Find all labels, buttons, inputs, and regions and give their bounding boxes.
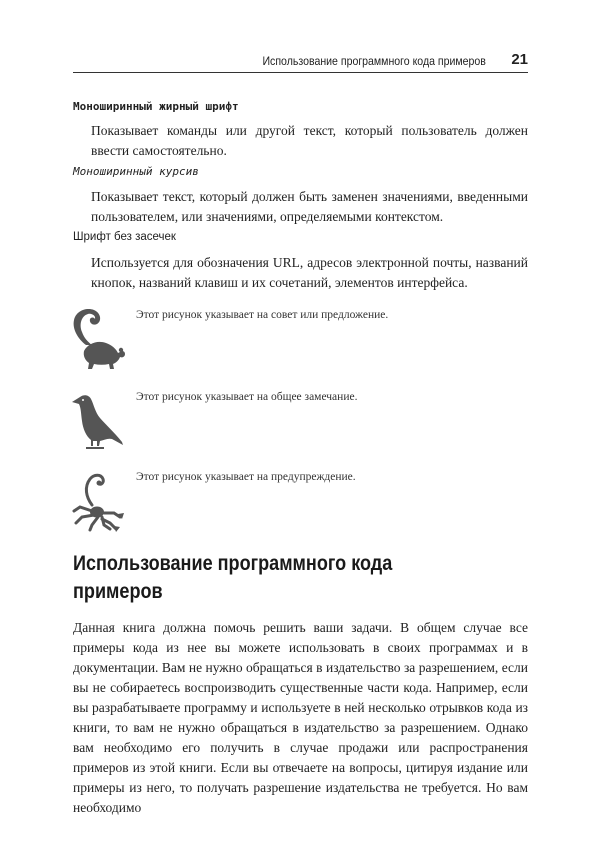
scorpion-icon [66, 467, 128, 533]
convention-term-monospace-italic: Моноширинный курсив [73, 165, 199, 178]
convention-description-sans-serif: Используется для обозначения URL, адресов электронной почты, названий кнопок, названий клавиш и их сочетаний, элементов интерфейса. [91, 255, 528, 290]
lemur-icon [66, 305, 128, 371]
convention-description-monospace-italic: Показывает текст, который должен быть заменен значениями, введенными пользователем, или значениями, определяемыми контекстом. [91, 189, 528, 224]
page-number: 21 [511, 51, 528, 68]
general-note-text: Этот рисунок указывает на общее замечание. [136, 391, 358, 403]
convention-term-sans-serif: Шрифт без засечек [73, 231, 176, 243]
convention-description-monospace-bold: Показывает команды или другой текст, который пользователь должен ввести самостоятельно. [91, 123, 528, 158]
running-title: Использование программного кода примеров [262, 54, 486, 68]
running-header [73, 50, 528, 73]
section-heading: Использование программного кода примеров [73, 552, 393, 603]
tip-note-text: Этот рисунок указывает на совет или предложение. [136, 309, 389, 321]
crow-icon [66, 388, 128, 454]
warning-note-text: Этот рисунок указывает на предупреждение. [136, 471, 356, 483]
section-body-text: Данная книга должна помочь решить ваши задачи. В общем случае все примеры кода из нее вы можете использовать в своих программах и в документации. Вам не нужно обращаться в издательство за разрешением, если вы не собираетесь воспроизводить существенные части кода. Например, если вы разрабатываете программу и используете в ней несколько отрывков кода из книги, то вам не нужно обращаться в издательство за разрешением. Однако вам необходимо его получить в случае продажи или распространения примеров из этой книги. Если вы отвечаете на вопросы, цитируя издание или примеры из него, то получать разрешение издательства не требуется. Но вам необходимо [73, 620, 528, 815]
convention-term-monospace-bold: Моноширинный жирный шрифт [73, 100, 239, 113]
